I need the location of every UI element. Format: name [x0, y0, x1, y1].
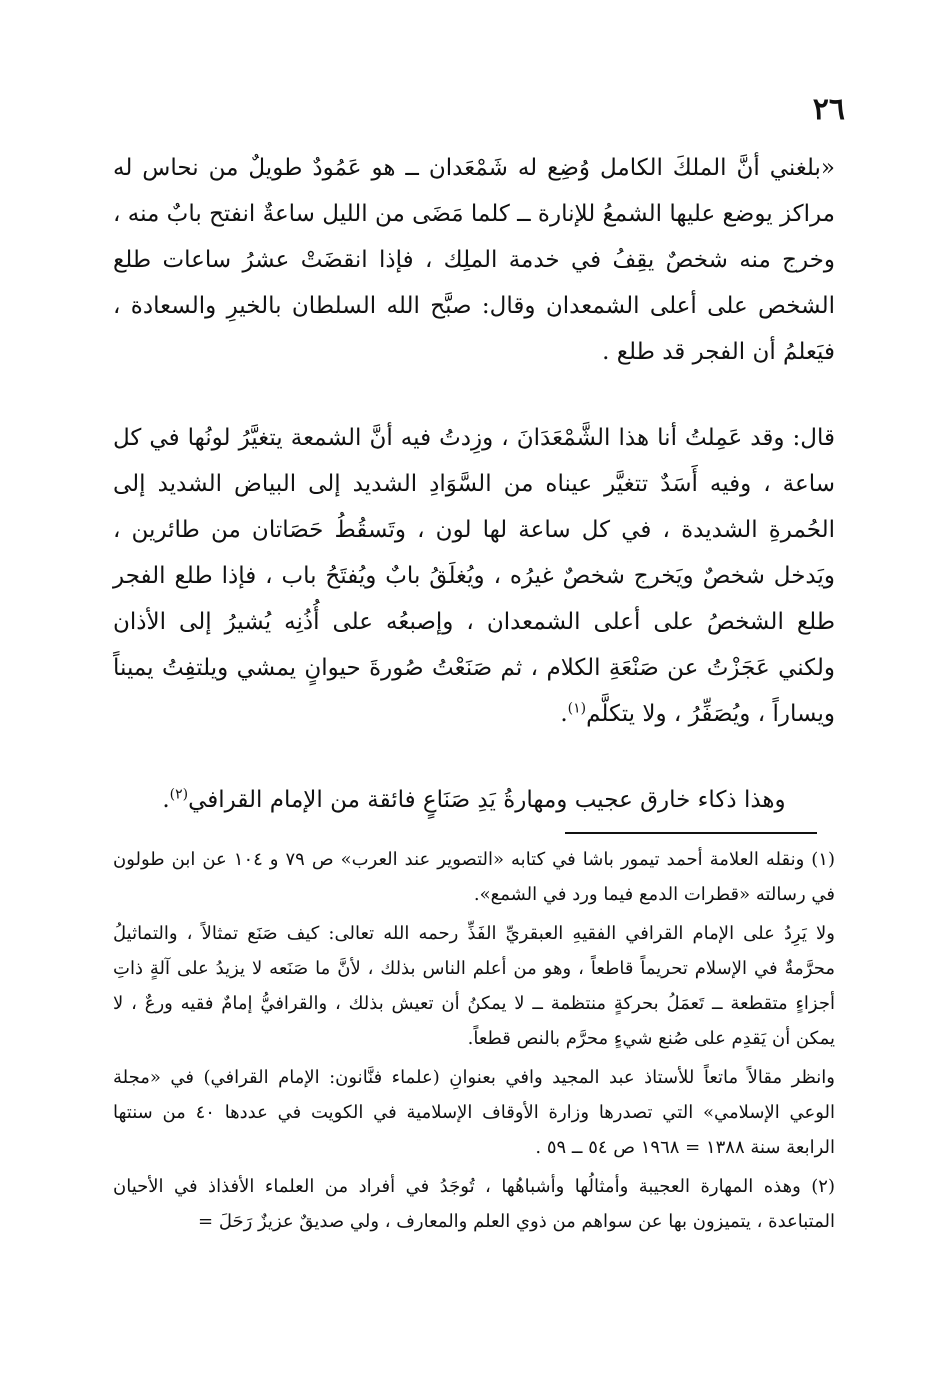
main-paragraph-3 — [113, 777, 835, 823]
page-number: ٢٦ — [812, 92, 845, 127]
footnotes — [113, 842, 835, 1239]
footnote-2: (٢) وهذه المهارة العجيبة وأمثالُها وأشباهُها ، تُوجَدُ في أفراد من العلماء الأفذاذ في الأحيان المتباعدة ، يتميزون بها عن سواهم من ذوي العلم والمعارف ، ولي صديقٌ عزيزٌ رَحَلَ = — [113, 1176, 835, 1232]
footnote-separator — [565, 832, 817, 834]
main-paragraph-3-text: وهذا ذكاء خارق عجيب ومهارةُ يَدِ صَنَاعٍ فائقة من الإمام القرافي — [188, 787, 786, 813]
footnote-1-continuation-2: وانظر مقالاً ماتعاً للأستاذ عبد المجيد وافي بعنوانِ (علماء فنَّانون: الإمام القرافي) في «مجلة الوعي الإسلامي» التي تصدرها وزارة الأوقاف الإسلامية في الكويت في عددها ٤٠ من سنتها الرابعة سنة ١٣٨٨ = ١٩٦٨ ص ٥٤ ــ ٥٩ . — [113, 1067, 836, 1158]
footnote-1: (١) ونقله العلامة أحمد تيمور باشا في كتابه «التصوير عند العرب» ص ٧٩ و ١٠٤ عن ابن طولون في رسالته «قطرات الدمع فيما ورد في الشمع». — [113, 849, 835, 905]
main-text — [113, 145, 835, 823]
main-paragraph-2 — [113, 415, 835, 737]
main-paragraph-3-end: . — [162, 787, 170, 813]
main-paragraph-1: «بلغني أنَّ الملكَ الكامل وُضِع له شَمْعَدان ــ هو عَمُودٌ طويلٌ من نحاس له مراكز يوضع عليها الشمعُ للإنارة ــ كلما مَضَى من الليل ساعةٌ انفتح بابٌ منه ، وخرج منه شخصٌ يقِفُ في خدمة الملِك ، فإذا انقضَتْ عشرُ ساعات طلع الشخص على أعلى الشمعدان وقال: صبَّح الله السلطان بالخيرِ والسعادة ، فيَعلمُ أن الفجر قد طلع . — [113, 155, 835, 365]
footnote-ref-1: (١) — [567, 700, 587, 717]
footnote-1-continuation-1: ولا يَرِدُ على الإمام القرافي الفقيهِ العبقريِّ الفَذِّ رحمه الله تعالى: كيف صَنَع تمثالاً ، والتماثيلُ محرَّمةٌ في الإسلام تحريماً قاطعاً ، وهو من أعلم الناس بذلك ، لأنَّ ما صَنَعه لا يزيدُ على آلةٍ ذاتِ أجزاءٍ متقطعة ــ تَعمَلُ بحركةٍ منتظمة ــ لا يمكنُ أن تعيش بذلك ، والقرافيُّ إمامٌ فقيه ورعٌ ، لا يمكن أن يَقدِم على صُنع شيءٍ محرَّم بالنص قطعاً. — [113, 923, 835, 1049]
footnote-ref-2: (٢) — [169, 786, 189, 803]
main-paragraph-2-end: . — [560, 701, 568, 727]
main-paragraph-2-text: قال: وقد عَمِلتُ أنا هذا الشَّمْعَدَانَ ، وزِدتُ فيه أنَّ الشمعة يتغيَّرُ لونُها في كل ساعة ، وفيه أَسَدٌ تتغيَّر عيناه من السَّوَادِ الشديد إلى البياض الشديد إلى الحُمرةِ الشديدة ، في كل ساعة لها لون ، وتَسقُطُ حَصَاتان من طائرين ، ويَدخل شخصٌ ويَخرج شخصٌ غيرُه ، ويُغلَقُ بابٌ ويُفتَحُ باب ، فإذا طلع الفجر طلع الشخصُ على أعلى الشمعدان ، وإصبعُه على أُذُنِه يُشيرُ إلى الأذان ولكني عَجَزْتُ عن صَنْعَةِ الكلام ، ثم صَنَعْتُ صُورةَ حيوانٍ يمشي ويلتفِتُ يميناً ويساراً ، ويُصَفِّرُ ، ولا يتكلَّم — [113, 425, 835, 727]
